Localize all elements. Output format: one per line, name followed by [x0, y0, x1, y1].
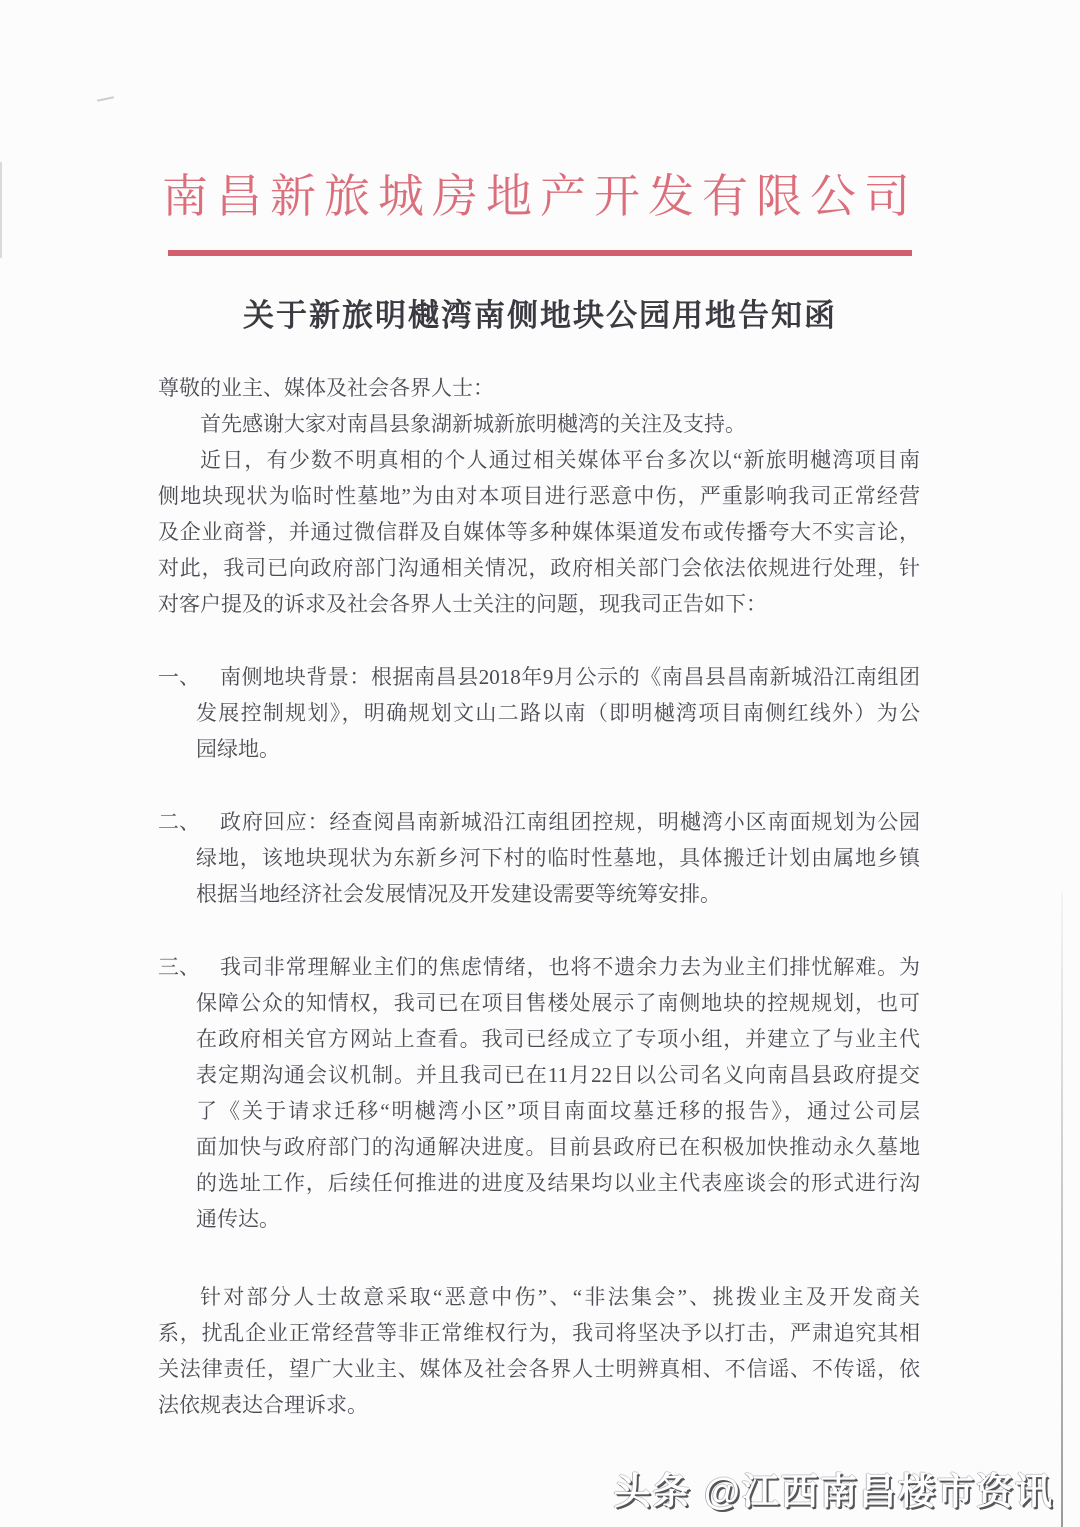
paragraph-line: 及企业商誉，并通过微信群及自媒体等多种媒体渠道发布或传播夸大不实言论，: [158, 520, 920, 544]
paragraph-line: 对此，我司已向政府部门沟通相关情况，政府相关部门会依法依规进行处理，针: [158, 556, 920, 580]
closing-line: 关法律责任，望广大业主、媒体及社会各界人士明辨真相、不信谣、不传谣，依: [158, 1357, 920, 1381]
section-item-3: [158, 949, 920, 1237]
paragraph-line: 近日，有少数不明真相的个人通过相关媒体平台多次以“新旅明樾湾项目南: [200, 448, 920, 472]
paragraph-line: 侧地块现状为临时性墓地”为由对本项目进行恶意中伤，严重影响我司正常经营: [158, 484, 920, 508]
section-line: 我司非常理解业主们的焦虑情绪，也将不遗余力去为业主们排忧解难。为: [220, 955, 920, 979]
section-line: 园绿地。: [196, 737, 280, 761]
letterhead-divider-line: [168, 250, 912, 256]
section-marker: 二、: [158, 810, 200, 834]
section-line: 根据当地经济社会发展情况及开发建设需要等统筹安排。: [196, 882, 721, 906]
closing-line: 针对部分人士故意采取“恶意中伤”、“非法集会”、挑拨业主及开发商关: [200, 1285, 920, 1309]
section-line: 政府回应：经查阅昌南新城沿江南组团控规，明樾湾小区南面规划为公园: [220, 810, 920, 834]
document-body: [158, 370, 920, 1423]
section-line: 保障公众的知情权，我司已在项目售楼处展示了南侧地块的控规规划，也可: [196, 991, 920, 1015]
opening-block: [158, 370, 920, 622]
closing-paragraph: [158, 1279, 920, 1423]
section-line: 了《关于请求迁移“明樾湾小区”项目南面坟墓迁移的报告》，通过公司层: [196, 1099, 920, 1123]
section-marker: 三、: [158, 955, 200, 979]
section-line: 表定期沟通会议机制。并且我司已在11月22日以公司名义向南昌县政府提交: [196, 1063, 920, 1087]
section-line: 南侧地块背景：根据南昌县2018年9月公示的《南昌县昌南新城沿江南组团: [220, 665, 920, 689]
section-line: 通传达。: [196, 1207, 280, 1231]
section-line: 发展控制规划》，明确规划文山二路以南（即明樾湾项目南侧红线外）为公: [196, 701, 920, 725]
paragraph-line: 首先感谢大家对南昌县象湖新城新旅明樾湾的关注及支持。: [200, 412, 746, 436]
closing-line: 系，扰乱企业正常经营等非正常维权行为，我司将坚决予以打击，严肃追究其相: [158, 1321, 920, 1345]
section-item-2: [158, 804, 920, 912]
section-line: 面加快与政府部门的沟通解决进度。目前县政府已在积极加快推动永久墓地: [196, 1135, 920, 1159]
scan-artifact-right-edge: [1061, 892, 1063, 1527]
section-marker: 一、: [158, 665, 200, 689]
paragraph-line: 对客户提及的诉求及社会各界人士关注的问题，现我司正告如下：: [158, 592, 767, 616]
salutation-line: 尊敬的业主、媒体及社会各界人士：: [158, 376, 494, 400]
watermark-badge: 头条 @江西南昌楼市资讯: [613, 1471, 1054, 1512]
scan-artifact-left-edge: [0, 162, 2, 258]
section-line: 在政府相关官方网站上查看。我司已经成立了专项小组，并建立了与业主代: [196, 1027, 920, 1051]
document-title: 关于新旅明樾湾南侧地块公园用地告知函: [243, 298, 837, 333]
section-line: 绿地，该地块现状为东新乡河下村的临时性墓地，具体搬迁计划由属地乡镇: [196, 846, 920, 870]
section-line: 的选址工作，后续任何推进的进度及结果均以业主代表座谈会的形式进行沟: [196, 1171, 920, 1195]
letterhead-company-name: 南昌新旅城房地产开发有限公司: [162, 171, 918, 222]
section-item-1: [158, 659, 920, 767]
closing-line: 法依规表达合理诉求。: [158, 1393, 368, 1417]
